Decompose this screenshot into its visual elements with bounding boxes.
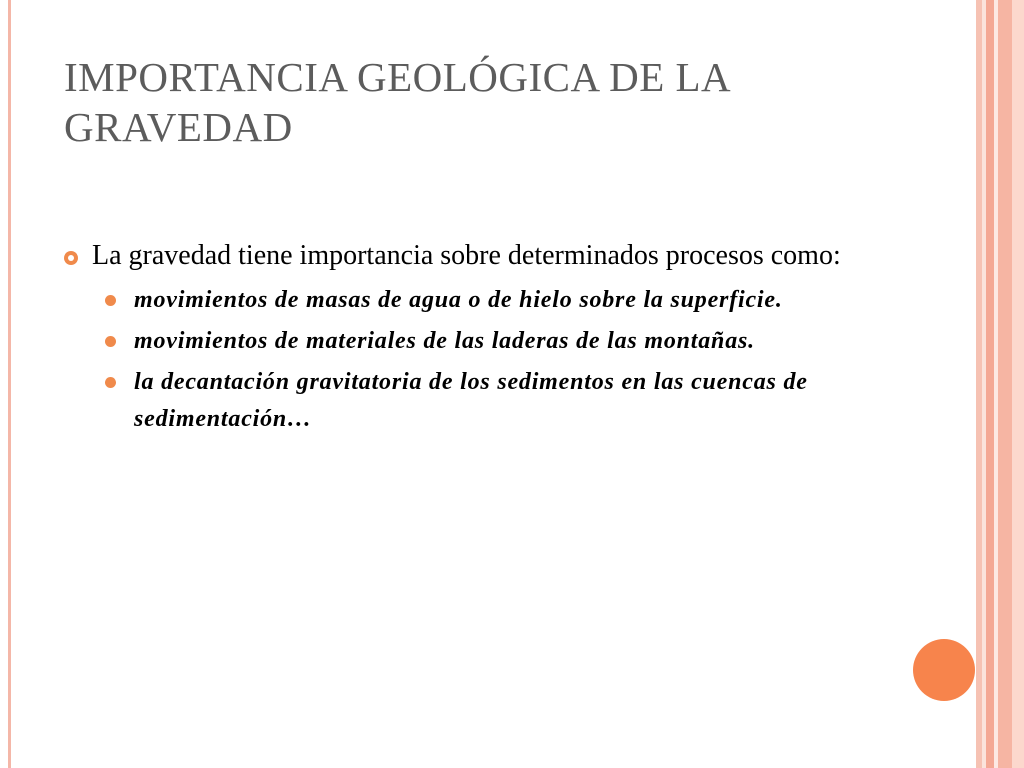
slide-title: IMPORTANCIA GEOLÓGICA DE LA GRAVEDAD bbox=[64, 54, 729, 150]
orange-dot-bullet-icon bbox=[105, 377, 116, 388]
orange-ring-bullet-icon bbox=[64, 251, 78, 265]
slide-content bbox=[64, 236, 884, 442]
orange-dot-bullet-icon bbox=[105, 295, 116, 306]
orange-circle-decoration bbox=[913, 639, 975, 701]
sub-bullet-text: movimientos de materiales de las laderas de las montañas. bbox=[134, 328, 755, 354]
sub-bullet-text: la decantación gravitatoria de los sedimentos en las cuencas de sedimentación… bbox=[134, 369, 808, 432]
sub-bullet-item bbox=[134, 282, 884, 319]
sub-bullet-item bbox=[134, 364, 884, 438]
bullet-item bbox=[64, 236, 884, 276]
right-decorative-stripe bbox=[998, 0, 1012, 768]
sub-bullet-list bbox=[64, 282, 884, 438]
right-decorative-stripe bbox=[1012, 0, 1024, 768]
left-border-line bbox=[8, 0, 11, 768]
right-decorative-stripe bbox=[986, 0, 994, 768]
bullet-text: La gravedad tiene importancia sobre determinados procesos como: bbox=[92, 240, 841, 271]
sub-bullet-text: movimientos de masas de agua o de hielo sobre la superficie. bbox=[134, 287, 783, 313]
sub-bullet-item bbox=[134, 323, 884, 360]
orange-dot-bullet-icon bbox=[105, 336, 116, 347]
